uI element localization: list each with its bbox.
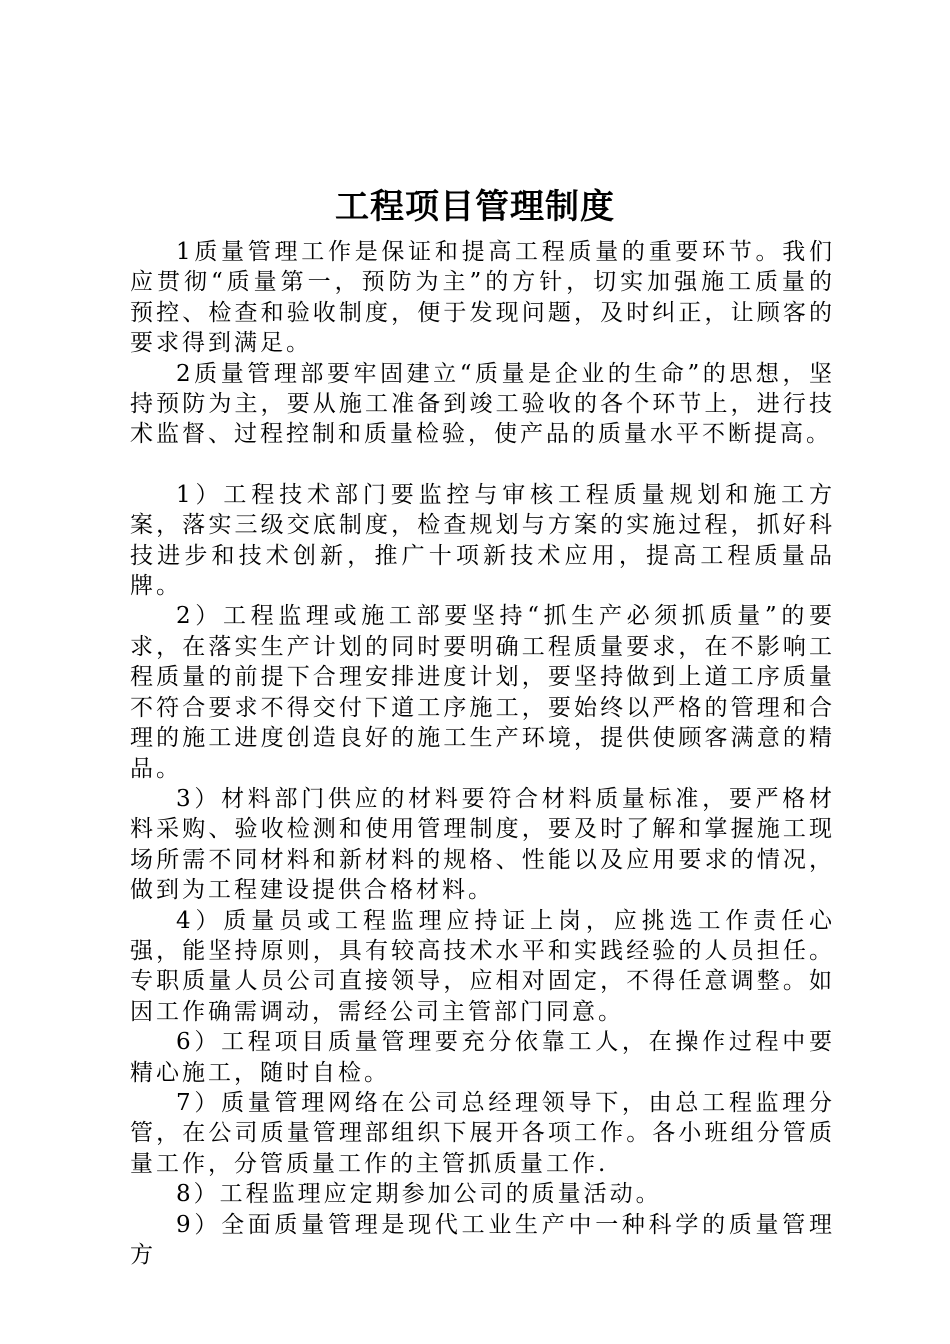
paragraph-item-1: 1）工程技术部门要监控与审核工程质量规划和施工方案，落实三级交底制度，检查规划与方案的实施过程，抓好科技进步和技术创新，推广十项新技术应用，提高工程质量品牌。 <box>130 481 835 600</box>
paragraph-item-9: 9）全面质量管理是现代工业生产中一种科学的质量管理方 <box>130 1211 835 1268</box>
document-body <box>130 237 835 1270</box>
paragraph-2: 2质量管理部要牢固建立“质量是企业的生命”的思想，坚持预防为主，要从施工准备到竣工验收的各个环节上，进行技术监督、过程控制和质量检验，使产品的质量水平不断提高。 <box>130 360 835 448</box>
paragraph-item-7: 7）质量管理网络在公司总经理领导下，由总工程监理分管，在公司质量管理部组织下展开各项工作。各小班组分管质量工作，分管质量工作的主管抓质量工作. <box>130 1089 835 1177</box>
paragraph-item-3: 3）材料部门供应的材料要符合材料质量标准，要严格材料采购、验收检测和使用管理制度，要及时了解和掌握施工现场所需不同材料和新材料的规格、性能以及应用要求的情况，做到为工程建设提供合格材料。 <box>130 785 835 904</box>
paragraph-item-2: 2）工程监理或施工部要坚持“抓生产必须抓质量”的要求，在落实生产计划的同时要明确工程质量要求，在不影响工程质量的前提下合理安排进度计划，要坚持做到上道工序质量不符合要求不得交付下道工序施工，要始终以严格的管理和合理的施工进度创造良好的施工生产环境，提供使顾客满意的精品。 <box>130 603 835 782</box>
paragraph-item-6: 6）工程项目质量管理要充分依靠工人，在操作过程中要精心施工，随时自检。 <box>130 1029 835 1086</box>
paragraph-item-4: 4）质量员或工程监理应持证上岗，应挑选工作责任心强，能坚持原则，具有较高技术水平和实践经验的人员担任。专职质量人员公司直接领导，应相对固定，不得任意调整。如因工作确需调动，需经公司主管部门同意。 <box>130 907 835 1025</box>
paragraph-item-8: 8）工程监理应定期参加公司的质量活动。 <box>176 1181 662 1208</box>
document-title: 工程项目管理制度 <box>335 187 615 227</box>
paragraph-1: 1质量管理工作是保证和提高工程质量的重要环节。我们应贯彻“质量第一，预防为主”的方针，切实加强施工质量的预控、检查和验收制度，便于发现问题，及时纠正，让顾客的要求得到满足。 <box>130 239 835 357</box>
